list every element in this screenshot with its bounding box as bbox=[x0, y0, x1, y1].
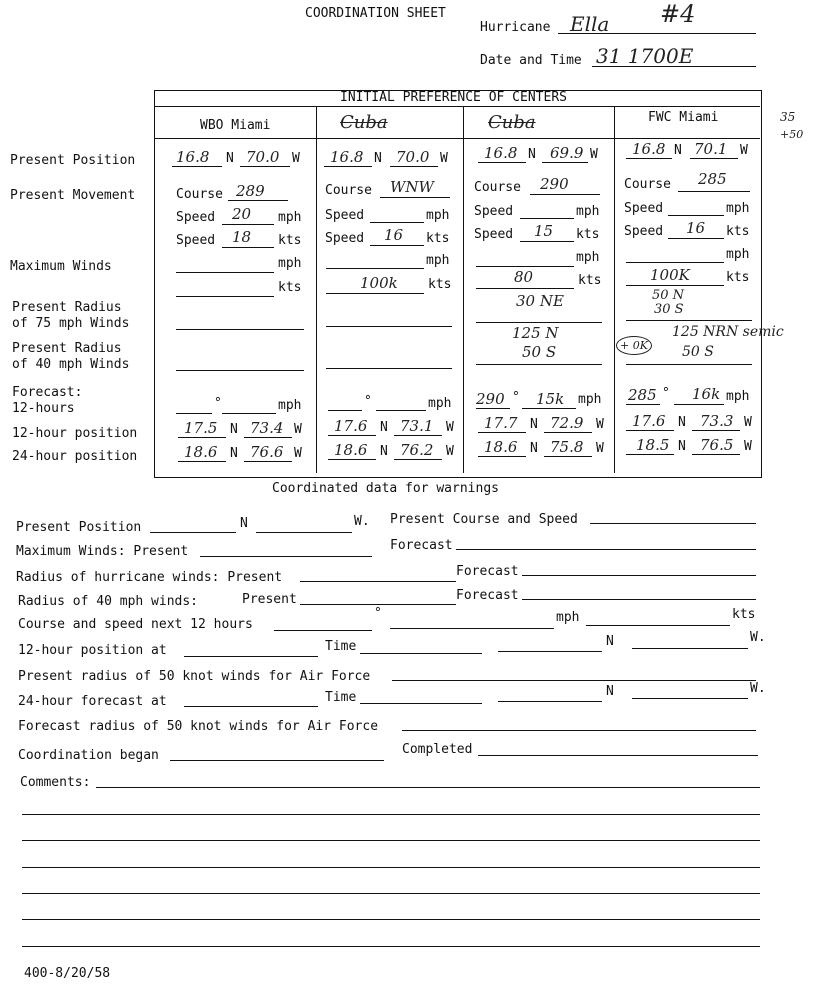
row-label-forecast-2: 12-hours bbox=[12, 401, 75, 416]
n-unit: N bbox=[240, 516, 248, 531]
speed-label: Speed bbox=[474, 227, 514, 242]
c2-r75-line bbox=[326, 326, 452, 327]
c3-lat: 16.8 bbox=[484, 144, 518, 162]
c4-lat24: 18.5 bbox=[636, 436, 670, 454]
table-title-divider bbox=[154, 106, 760, 107]
speed-label: Speed bbox=[624, 201, 664, 216]
w-unit: W bbox=[744, 439, 752, 454]
w-unit: W bbox=[590, 147, 598, 162]
coord-radius50-present-field[interactable] bbox=[392, 680, 756, 681]
deg-unit: ° bbox=[374, 606, 382, 621]
c3-r40-line bbox=[476, 364, 602, 365]
c1-winds-mph-line bbox=[176, 272, 274, 273]
row-label-forecast-1: Forecast: bbox=[12, 385, 83, 400]
coord-forecast-label: Forecast bbox=[456, 588, 519, 603]
n-unit: N bbox=[230, 422, 238, 437]
c4-winds-kts: 100K bbox=[650, 266, 690, 284]
c2-lat-line bbox=[324, 166, 372, 167]
coord-radius-hurricane-forecast-field[interactable] bbox=[522, 575, 756, 576]
table-header-divider bbox=[154, 138, 760, 139]
col-header-cuba-1: Cuba bbox=[340, 112, 388, 133]
coord-radius-hurricane-present-field[interactable] bbox=[300, 581, 456, 582]
c1-course-line bbox=[228, 200, 288, 201]
coord-pos-12-label: 12-hour position at bbox=[18, 643, 167, 658]
w-unit: W bbox=[440, 151, 448, 166]
table-title: INITIAL PREFERENCE OF CENTERS bbox=[340, 90, 567, 105]
c2-lon24-line bbox=[394, 459, 442, 460]
deg-unit: ° bbox=[512, 390, 520, 405]
c1-lon24: 76.6 bbox=[250, 443, 284, 461]
mph-unit: mph bbox=[726, 201, 750, 216]
c4-r40-b: 50 S bbox=[682, 344, 714, 360]
c4-lat-line bbox=[626, 158, 672, 159]
c3-lon12-line bbox=[544, 432, 592, 433]
row-label-radius40-2: of 40 mph Winds bbox=[12, 357, 130, 372]
c2-fc-dir-line bbox=[328, 410, 362, 411]
coord-max-winds-forecast-field[interactable] bbox=[456, 549, 756, 550]
coord-present-label: Present bbox=[242, 592, 297, 607]
comments-line[interactable] bbox=[22, 814, 760, 815]
coord-forecast-24-lat-field[interactable] bbox=[498, 701, 602, 702]
mph-unit: mph bbox=[556, 610, 580, 625]
datetime-label: Date and Time bbox=[480, 53, 582, 68]
c1-lat24: 18.6 bbox=[184, 443, 218, 461]
speed-label: Speed bbox=[176, 233, 216, 248]
margin-note: 35 bbox=[780, 110, 796, 124]
c2-winds-mph-line bbox=[326, 268, 424, 269]
c3-speed-kts-line bbox=[520, 241, 574, 242]
c3-lat24-line bbox=[478, 456, 526, 457]
c4-lon12-line bbox=[692, 430, 740, 431]
n-unit: N bbox=[230, 446, 238, 461]
c1-speed-mph-line bbox=[222, 224, 274, 225]
c3-lat12-line bbox=[478, 432, 526, 433]
c1-lon12: 73.4 bbox=[250, 419, 284, 437]
c3-lon12: 72.9 bbox=[550, 414, 584, 432]
c1-lat-line bbox=[172, 166, 222, 167]
c3-lat24: 18.6 bbox=[484, 438, 518, 456]
coord-began-label: Coordination began bbox=[18, 748, 159, 763]
coord-forecast-24-lon-field[interactable] bbox=[632, 698, 748, 699]
coord-pos-12-lat-field[interactable] bbox=[498, 651, 602, 652]
kts-unit: kts bbox=[726, 270, 750, 285]
mph-unit: mph bbox=[576, 204, 600, 219]
coord-max-winds-present-field[interactable] bbox=[200, 556, 372, 557]
mph-unit: mph bbox=[578, 392, 602, 407]
n-unit: N bbox=[528, 147, 536, 162]
hurricane-label: Hurricane bbox=[480, 20, 551, 35]
c1-fc-dir-line bbox=[176, 413, 212, 414]
w-unit: W bbox=[740, 143, 748, 158]
c3-fc-speed: 15k bbox=[536, 390, 565, 408]
w-unit: W bbox=[596, 417, 604, 432]
c3-course-line bbox=[530, 194, 600, 195]
coord-time-label: Time bbox=[325, 639, 357, 654]
course-label: Course bbox=[624, 177, 671, 192]
c2-course: WNW bbox=[390, 178, 434, 196]
w-unit: W bbox=[292, 151, 300, 166]
coord-present-course-speed-label: Present Course and Speed bbox=[390, 512, 578, 527]
c2-lon: 70.0 bbox=[396, 148, 430, 166]
c4-course: 285 bbox=[698, 170, 727, 188]
w-unit: W bbox=[294, 446, 302, 461]
c4-r75-a: 50 N bbox=[652, 288, 685, 303]
c4-winds-kts-line bbox=[626, 285, 724, 286]
c2-lat12: 17.6 bbox=[334, 417, 368, 435]
c4-lon: 70.1 bbox=[694, 140, 728, 158]
c4-r40-a: 125 NRN semic bbox=[672, 324, 784, 340]
c1-fc-speed-line bbox=[222, 413, 276, 414]
c3-fc-dir: 290 bbox=[476, 390, 505, 408]
mph-unit: mph bbox=[726, 389, 750, 404]
coord-course-12-field[interactable] bbox=[274, 630, 372, 631]
c4-circle-note: + 0K bbox=[616, 336, 652, 355]
c3-course: 290 bbox=[540, 175, 569, 193]
coord-forecast-24-time-field[interactable] bbox=[360, 703, 482, 704]
row-label-radius75-2: of 75 mph Winds bbox=[12, 316, 130, 331]
c1-lat: 16.8 bbox=[176, 148, 210, 166]
c1-speed-mph: 20 bbox=[232, 205, 252, 223]
datetime-field-line bbox=[592, 66, 756, 67]
coord-time-label: Time bbox=[325, 690, 357, 705]
c3-lat12: 17.7 bbox=[484, 414, 518, 432]
c4-fc-speed-line bbox=[674, 404, 724, 405]
col-divider bbox=[614, 107, 615, 473]
w-unit: W bbox=[294, 422, 302, 437]
c3-speed-mph-line bbox=[520, 218, 574, 219]
c4-speed-kts: 16 bbox=[686, 219, 706, 237]
coord-radius-hurricane-label: Radius of hurricane winds: Present bbox=[16, 570, 283, 585]
coord-speed-12-mph-field[interactable] bbox=[390, 628, 554, 629]
c4-course-line bbox=[678, 191, 750, 192]
c3-lat-line bbox=[478, 162, 526, 163]
coord-radius-40-label: Radius of 40 mph winds: bbox=[18, 594, 199, 609]
row-label-present-movement: Present Movement bbox=[10, 188, 136, 203]
c4-lon-line bbox=[690, 158, 738, 159]
mph-unit: mph bbox=[426, 253, 450, 268]
c2-lon12: 73.1 bbox=[400, 417, 434, 435]
w-unit: W bbox=[446, 420, 454, 435]
row-label-radius40-1: Present Radius bbox=[12, 341, 122, 356]
n-unit: N bbox=[530, 441, 538, 456]
c4-r75-line bbox=[626, 320, 752, 321]
coord-pos-12-time-field[interactable] bbox=[360, 653, 482, 654]
c3-r75: 30 NE bbox=[516, 292, 564, 310]
coord-max-winds-label: Maximum Winds: Present bbox=[16, 544, 189, 559]
c4-lat12-line bbox=[626, 430, 674, 431]
deg-unit: ° bbox=[214, 396, 222, 411]
c4-fc-dir: 285 bbox=[628, 386, 657, 404]
c2-lat12-line bbox=[328, 435, 376, 436]
speed-label: Speed bbox=[624, 224, 664, 239]
row-label-radius75-1: Present Radius bbox=[12, 300, 122, 315]
n-unit: N bbox=[380, 444, 388, 459]
c3-r40-a: 125 N bbox=[512, 324, 559, 342]
coord-radius-40-present-field[interactable] bbox=[300, 604, 456, 605]
hurricane-number: #4 bbox=[660, 0, 696, 28]
n-unit: N bbox=[530, 417, 538, 432]
c2-course-line bbox=[380, 197, 450, 198]
course-label: Course bbox=[176, 187, 223, 202]
mph-unit: mph bbox=[278, 398, 302, 413]
comments-line[interactable] bbox=[22, 919, 760, 920]
c1-speed-kts-line bbox=[222, 247, 274, 248]
comments-line[interactable] bbox=[22, 840, 760, 841]
c4-lon24-line bbox=[692, 454, 740, 455]
coord-pos-12-at-field[interactable] bbox=[184, 656, 318, 657]
c3-lon: 69.9 bbox=[550, 144, 584, 162]
mph-unit: mph bbox=[576, 250, 600, 265]
n-unit: N bbox=[380, 420, 388, 435]
c2-lon-line bbox=[390, 166, 438, 167]
c3-lon24-line bbox=[544, 456, 592, 457]
c1-lon24-line bbox=[244, 461, 292, 462]
comments-label: Comments: bbox=[20, 775, 91, 790]
coord-radius-40-forecast-field[interactable] bbox=[522, 599, 756, 600]
c3-fc-dir-line bbox=[476, 408, 510, 409]
c3-lon-line bbox=[542, 162, 588, 163]
mph-unit: mph bbox=[278, 256, 302, 271]
c2-lat24-line bbox=[328, 459, 376, 460]
c2-lon12-line bbox=[394, 435, 442, 436]
c3-r75-line bbox=[476, 322, 602, 323]
coord-radius50-forecast-label: Forecast radius of 50 knot winds for Air Force bbox=[18, 719, 379, 734]
c4-fc-speed: 16k bbox=[692, 385, 721, 403]
c3-r40-b: 50 S bbox=[522, 343, 557, 361]
row-label-maximum-winds: Maximum Winds bbox=[10, 259, 112, 274]
speed-label: Speed bbox=[474, 204, 514, 219]
col-divider bbox=[463, 107, 464, 473]
coord-radius50-forecast-field[interactable] bbox=[402, 730, 756, 731]
row-label-pos12: 12-hour position bbox=[12, 426, 138, 441]
c1-lat24-line bbox=[178, 461, 226, 462]
w-unit: W bbox=[596, 441, 604, 456]
coord-forecast-label: Forecast bbox=[456, 564, 519, 579]
c4-speed-kts-line bbox=[668, 238, 724, 239]
kts-unit: kts bbox=[426, 231, 450, 246]
hurricane-field-line bbox=[558, 33, 756, 34]
speed-label: Speed bbox=[325, 231, 365, 246]
coord-forecast-label: Forecast bbox=[390, 538, 453, 553]
c1-winds-kts-line bbox=[176, 296, 274, 297]
n-unit: N bbox=[678, 439, 686, 454]
c1-course: 289 bbox=[236, 182, 265, 200]
n-unit: N bbox=[678, 415, 686, 430]
c1-lon: 70.0 bbox=[246, 148, 280, 166]
speed-label: Speed bbox=[176, 210, 216, 225]
course-label: Course bbox=[325, 183, 372, 198]
c2-winds-kts-line bbox=[326, 293, 424, 294]
kts-unit: kts bbox=[726, 224, 750, 239]
c1-lat12-line bbox=[178, 437, 226, 438]
hurricane-value: Ella bbox=[570, 12, 610, 36]
kts-unit: kts bbox=[428, 277, 452, 292]
kts-unit: kts bbox=[278, 280, 302, 295]
coord-pos-12-lon-field[interactable] bbox=[632, 648, 748, 649]
coord-present-course-speed-field[interactable] bbox=[590, 523, 756, 524]
n-unit: N bbox=[374, 151, 382, 166]
col-header-fwc: FWC Miami bbox=[648, 110, 719, 125]
margin-note: +50 bbox=[780, 128, 804, 141]
c4-fc-dir-line bbox=[626, 404, 660, 405]
c4-lat: 16.8 bbox=[632, 140, 666, 158]
datetime-value: 31 1700E bbox=[596, 44, 694, 68]
row-label-present-position: Present Position bbox=[10, 153, 136, 168]
deg-unit: ° bbox=[364, 394, 372, 409]
c2-lon24: 76.2 bbox=[400, 441, 434, 459]
c2-speed-kts-line bbox=[370, 245, 424, 246]
form-title: COORDINATION SHEET bbox=[305, 6, 446, 21]
w-unit: W bbox=[744, 415, 752, 430]
c4-winds-mph-line bbox=[626, 262, 724, 263]
coord-began-field[interactable] bbox=[170, 760, 384, 761]
c3-fc-speed-line bbox=[522, 408, 576, 409]
w-unit: W. bbox=[750, 630, 766, 645]
c4-r75-b: 30 S bbox=[654, 302, 684, 317]
n-unit: N bbox=[226, 151, 234, 166]
c2-lat24: 18.6 bbox=[334, 441, 368, 459]
coord-present-position-label: Present Position bbox=[16, 520, 142, 535]
c2-speed-mph-line bbox=[370, 222, 424, 223]
course-label: Course bbox=[474, 180, 521, 195]
c1-lon12-line bbox=[244, 437, 292, 438]
w-unit: W. bbox=[354, 514, 370, 529]
c4-r40-line bbox=[626, 364, 752, 365]
n-unit: N bbox=[606, 634, 614, 649]
row-label-pos24: 24-hour position bbox=[12, 449, 138, 464]
coord-forecast-24-label: 24-hour forecast at bbox=[18, 694, 167, 709]
kts-unit: kts bbox=[578, 273, 602, 288]
c3-winds-mph-line bbox=[476, 266, 574, 267]
col-header-cuba-2: Cuba bbox=[488, 112, 536, 133]
coord-speed-12-kts-field[interactable] bbox=[586, 625, 730, 626]
c4-lon24: 76.5 bbox=[700, 436, 734, 454]
form-number: 400-8/20/58 bbox=[24, 966, 111, 981]
c3-speed-kts: 15 bbox=[534, 222, 554, 240]
c4-speed-mph-line bbox=[668, 215, 724, 216]
comments-line[interactable] bbox=[22, 893, 760, 894]
w-unit: W bbox=[446, 444, 454, 459]
mph-unit: mph bbox=[726, 247, 750, 262]
kts-unit: kts bbox=[278, 233, 302, 248]
c1-lon-line bbox=[240, 166, 290, 167]
n-unit: N bbox=[606, 684, 614, 699]
coord-completed-label: Completed bbox=[402, 742, 473, 757]
c1-speed-kts: 18 bbox=[232, 228, 252, 246]
c1-r40-line bbox=[176, 370, 304, 371]
c1-lat12: 17.5 bbox=[184, 419, 218, 437]
coord-lat-field[interactable] bbox=[150, 532, 236, 533]
c4-lon12: 73.3 bbox=[700, 412, 734, 430]
c3-winds-kts: 80 bbox=[514, 268, 534, 286]
mph-unit: mph bbox=[278, 210, 302, 225]
comments-line[interactable] bbox=[96, 787, 760, 788]
coord-course-speed-12-label: Course and speed next 12 hours bbox=[18, 617, 253, 632]
c4-lat24-line bbox=[626, 454, 674, 455]
col-header-wbo: WBO Miami bbox=[200, 118, 271, 133]
mph-unit: mph bbox=[426, 208, 450, 223]
comments-line[interactable] bbox=[22, 946, 760, 947]
c2-fc-speed-line bbox=[376, 410, 426, 411]
c4-lat12: 17.6 bbox=[632, 412, 666, 430]
c1-r75-line bbox=[176, 329, 304, 330]
c3-lon24: 75.8 bbox=[550, 438, 584, 456]
coord-forecast-24-at-field[interactable] bbox=[184, 706, 318, 707]
coord-lon-field[interactable] bbox=[256, 532, 352, 533]
deg-unit: ° bbox=[662, 386, 670, 401]
coord-radius50-present-label: Present radius of 50 knot winds for Air Force bbox=[18, 669, 371, 684]
speed-label: Speed bbox=[325, 208, 365, 223]
comments-line[interactable] bbox=[22, 867, 760, 868]
w-unit: W. bbox=[750, 681, 766, 696]
c3-winds-kts-line bbox=[476, 288, 574, 289]
kts-unit: kts bbox=[732, 607, 756, 622]
coordinated-title: Coordinated data for warnings bbox=[272, 481, 499, 496]
c2-speed-kts: 16 bbox=[384, 226, 404, 244]
mph-unit: mph bbox=[428, 396, 452, 411]
kts-unit: kts bbox=[576, 227, 600, 242]
c2-r40-line bbox=[326, 368, 452, 369]
c2-winds-kts: 100k bbox=[360, 274, 398, 292]
col-divider bbox=[316, 107, 317, 473]
c2-lat: 16.8 bbox=[330, 148, 364, 166]
n-unit: N bbox=[674, 143, 682, 158]
coord-completed-field[interactable] bbox=[478, 755, 758, 756]
